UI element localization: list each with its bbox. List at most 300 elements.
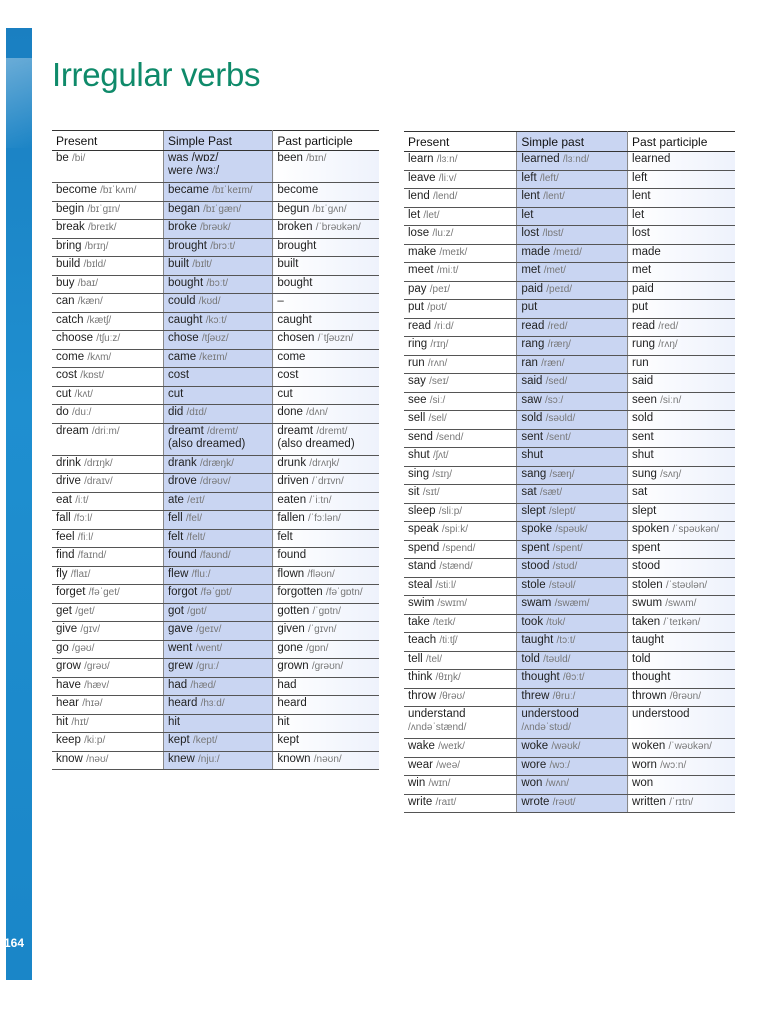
simple-past-cell bbox=[517, 318, 628, 337]
past-participle-cell bbox=[273, 220, 379, 239]
page-title: Irregular verbs bbox=[52, 56, 261, 93]
past-participle-cell bbox=[273, 349, 379, 368]
present-cell bbox=[52, 529, 163, 548]
phonetic-transcription: /miːt/ bbox=[436, 265, 459, 276]
verb-form: let bbox=[408, 208, 421, 221]
past-participle-cell bbox=[273, 183, 379, 202]
verb-form: learned bbox=[521, 153, 560, 165]
verb-form: became bbox=[167, 184, 209, 196]
verb-form: stolen bbox=[632, 578, 663, 591]
phonetic-transcription: /stiːl/ bbox=[435, 579, 457, 591]
verb-form: dreamt bbox=[277, 424, 314, 437]
phonetic-transcription: /kæn/ bbox=[77, 296, 103, 307]
past-participle-cell bbox=[273, 151, 379, 183]
verb-form: flew bbox=[167, 567, 189, 580]
table-header-row bbox=[52, 131, 379, 151]
simple-past-cell bbox=[517, 776, 628, 795]
verb-form: felt bbox=[277, 530, 293, 543]
verb-form: cost bbox=[56, 369, 78, 381]
past-participle-cell bbox=[628, 429, 735, 448]
table-row bbox=[52, 677, 379, 696]
verb-form: drive bbox=[56, 475, 81, 487]
phonetic-transcription: /bi/ bbox=[72, 153, 86, 164]
verb-form: stood bbox=[632, 560, 661, 572]
present-cell bbox=[404, 244, 517, 263]
verb-form: woken bbox=[632, 740, 666, 752]
header-past-participle: Past participle bbox=[628, 132, 735, 152]
phonetic-transcription: /ˈstəʊlən/ bbox=[665, 579, 708, 591]
present-cell bbox=[404, 226, 517, 245]
verb-form: lent bbox=[632, 190, 651, 202]
present-cell bbox=[404, 707, 517, 739]
present-cell bbox=[404, 170, 517, 189]
verb-form: stole bbox=[521, 578, 546, 591]
verb-form: thrown bbox=[632, 689, 667, 702]
simple-past-cell bbox=[517, 263, 628, 282]
present-cell bbox=[52, 294, 163, 313]
phonetic-transcription: /hæd/ bbox=[190, 679, 216, 691]
table-row bbox=[404, 355, 735, 374]
table-row bbox=[52, 492, 379, 511]
phonetic-transcription: /sel/ bbox=[428, 413, 447, 424]
past-participle-cell bbox=[273, 548, 379, 567]
table-row bbox=[404, 688, 735, 707]
simple-past-cell bbox=[163, 585, 272, 604]
simple-past-cell bbox=[163, 659, 272, 678]
present-cell bbox=[52, 312, 163, 331]
verb-form: paid bbox=[521, 282, 544, 295]
phonetic-transcription: /bɪˈgæn/ bbox=[203, 203, 242, 215]
verb-form: sat bbox=[521, 486, 537, 498]
verb-form: got bbox=[167, 604, 184, 617]
phonetic-transcription: /səʊld/ bbox=[545, 413, 576, 424]
table-row bbox=[404, 411, 735, 430]
past-participle-cell bbox=[273, 585, 379, 604]
simple-past-cell bbox=[163, 548, 272, 567]
verb-form: wore bbox=[521, 758, 547, 771]
verb-form: cut bbox=[277, 387, 293, 400]
phonetic-transcription: /luːz/ bbox=[432, 228, 454, 239]
header-simple-past: Simple Past bbox=[163, 131, 272, 151]
phonetic-transcription: /sʌŋ/ bbox=[660, 468, 682, 480]
past-participle-cell bbox=[273, 238, 379, 257]
past-participle-cell bbox=[628, 522, 735, 541]
verb-form: bought bbox=[167, 276, 204, 289]
phonetic-transcription: /sent/ bbox=[546, 431, 571, 443]
phonetic-transcription: /lɒst/ bbox=[542, 228, 564, 239]
phonetic-transcription: /lɜːnd/ bbox=[562, 154, 590, 165]
simple-past-cell bbox=[163, 529, 272, 548]
phonetic-transcription: /seɪ/ bbox=[429, 376, 449, 387]
present-cell bbox=[52, 548, 163, 567]
verb-form: rang bbox=[521, 338, 545, 350]
simple-past-cell bbox=[517, 794, 628, 813]
present-cell bbox=[404, 757, 517, 776]
verb-form: swam bbox=[521, 597, 552, 609]
past-participle-cell bbox=[273, 622, 379, 641]
phonetic-transcription: /slept/ bbox=[548, 505, 576, 517]
phonetic-transcription: /siː/ bbox=[429, 394, 446, 406]
verb-form: let bbox=[632, 208, 645, 221]
simple-past-cell bbox=[163, 455, 272, 474]
verb-form: break bbox=[56, 221, 85, 233]
phonetic-transcription: /duː/ bbox=[72, 407, 92, 418]
table-row bbox=[404, 318, 735, 337]
verb-form: know bbox=[56, 752, 83, 765]
phonetic-transcription: /gruː/ bbox=[196, 661, 219, 672]
verb-form: went bbox=[167, 641, 193, 654]
past-participle-cell bbox=[628, 170, 735, 189]
verb-form: begin bbox=[56, 202, 85, 215]
phonetic-transcription: /drəʊv/ bbox=[199, 476, 231, 487]
verb-form: knew bbox=[167, 752, 195, 765]
verb-form: catch bbox=[56, 313, 84, 326]
past-participle-cell bbox=[628, 448, 735, 467]
table-row bbox=[404, 596, 735, 615]
verb-form: grow bbox=[56, 660, 81, 672]
past-participle-cell bbox=[628, 596, 735, 615]
phonetic-transcription: /bɪld/ bbox=[83, 259, 106, 270]
verb-form: had bbox=[167, 678, 188, 691]
irregular-verbs-table-right bbox=[404, 131, 735, 813]
present-cell bbox=[404, 688, 517, 707]
table-row bbox=[52, 696, 379, 715]
verb-form: cost bbox=[277, 369, 299, 381]
verb-form: known bbox=[277, 752, 311, 765]
phonetic-transcription: /baɪ/ bbox=[77, 277, 98, 289]
header-past-participle: Past participle bbox=[273, 131, 379, 151]
verb-form: find bbox=[56, 549, 75, 561]
table-row bbox=[52, 423, 379, 455]
present-cell bbox=[52, 238, 163, 257]
verb-form: – bbox=[277, 295, 284, 307]
past-participle-cell bbox=[273, 603, 379, 622]
table-row bbox=[52, 603, 379, 622]
verb-form: felt bbox=[167, 530, 184, 543]
past-participle-cell bbox=[273, 405, 379, 424]
simple-past-cell bbox=[163, 257, 272, 276]
phonetic-transcription: /tʃəʊz/ bbox=[201, 333, 229, 344]
phonetic-transcription: /ˈfɔːlən/ bbox=[308, 513, 341, 524]
phonetic-transcription: /wʌn/ bbox=[545, 778, 569, 789]
verb-form: speak bbox=[408, 523, 439, 535]
past-participle-cell bbox=[273, 529, 379, 548]
phonetic-transcription: /sed/ bbox=[545, 376, 568, 387]
table-row bbox=[52, 151, 379, 183]
phonetic-transcription: /bɪˈkʌm/ bbox=[100, 185, 137, 196]
verb-form: came bbox=[167, 350, 197, 363]
phonetic-transcription: /stʊd/ bbox=[552, 561, 578, 572]
simple-past-cell bbox=[163, 696, 272, 715]
phonetic-transcription: /fiːl/ bbox=[77, 531, 94, 543]
phonetic-transcription: /bɪˈkeɪm/ bbox=[212, 185, 253, 196]
phonetic-transcription: /red/ bbox=[547, 320, 568, 332]
verb-form: leave bbox=[408, 171, 436, 184]
past-participle-cell bbox=[628, 466, 735, 485]
phonetic-transcription: /went/ bbox=[195, 642, 223, 654]
phonetic-transcription: /ˈteɪkən/ bbox=[663, 616, 701, 628]
verb-form: brought bbox=[277, 239, 317, 252]
phonetic-transcription: /felt/ bbox=[186, 531, 206, 543]
verb-form: given bbox=[277, 623, 305, 635]
simple-past-cell bbox=[517, 466, 628, 485]
verb-form: sing bbox=[408, 467, 430, 480]
phonetic-transcription: /ˈgɪvn/ bbox=[308, 624, 337, 635]
verb-form: thought bbox=[521, 671, 560, 683]
phonetic-transcription: /spend/ bbox=[442, 542, 476, 554]
phonetic-transcription: /dremt/ bbox=[316, 425, 348, 437]
verb-form: begun bbox=[277, 202, 310, 215]
verb-form: drank bbox=[167, 456, 197, 469]
past-participle-cell bbox=[273, 640, 379, 659]
verb-form: found bbox=[167, 549, 197, 561]
verb-form: swum bbox=[632, 597, 663, 609]
present-cell bbox=[404, 466, 517, 485]
phonetic-transcription: /ˈdrɪvn/ bbox=[311, 476, 344, 487]
verb-form: slept bbox=[521, 504, 546, 517]
phonetic-transcription: /sɪt/ bbox=[422, 487, 440, 498]
table-body-right bbox=[404, 152, 735, 813]
phonetic-transcription: /iːt/ bbox=[75, 494, 89, 506]
verb-form: caught bbox=[167, 313, 203, 326]
phonetic-transcription: /stænd/ bbox=[439, 561, 473, 572]
phonetic-transcription: /rɪŋ/ bbox=[430, 339, 449, 350]
simple-past-cell bbox=[163, 622, 272, 641]
verb-form: lose bbox=[408, 227, 430, 239]
table-row bbox=[52, 455, 379, 474]
verb-form: fly bbox=[56, 567, 68, 580]
past-participle-cell bbox=[628, 559, 735, 578]
simple-past-cell bbox=[517, 189, 628, 208]
table-row bbox=[404, 263, 735, 282]
phonetic-transcription: /bɔːt/ bbox=[206, 277, 229, 289]
verb-form: sent bbox=[521, 430, 544, 443]
simple-past-cell bbox=[517, 226, 628, 245]
verb-form: met bbox=[632, 264, 652, 276]
verb-form: forgotten bbox=[277, 586, 323, 598]
phonetic-transcription: /θrəʊn/ bbox=[669, 690, 702, 702]
phonetic-transcription: /ˈiːtn/ bbox=[309, 494, 332, 506]
table-row bbox=[404, 577, 735, 596]
verb-form: written bbox=[632, 795, 666, 808]
phonetic-transcription: /siːn/ bbox=[660, 394, 682, 406]
verb-form: done bbox=[277, 406, 303, 418]
present-cell bbox=[404, 207, 517, 226]
table-row bbox=[404, 633, 735, 652]
verb-form: sang bbox=[521, 467, 547, 480]
table-row bbox=[404, 670, 735, 689]
present-cell bbox=[404, 337, 517, 356]
phonetic-transcription: /wəʊk/ bbox=[551, 741, 581, 752]
phonetic-transcription: /send/ bbox=[436, 431, 464, 443]
verb-form: throw bbox=[408, 689, 437, 702]
verb-form: taken bbox=[632, 615, 661, 628]
extra-line: /ʌndəˈstænd/ bbox=[408, 722, 467, 733]
phonetic-transcription: /rʌn/ bbox=[427, 357, 448, 369]
verb-form: read bbox=[408, 319, 432, 332]
header-present: Present bbox=[52, 131, 163, 151]
simple-past-cell bbox=[163, 331, 272, 350]
past-participle-cell bbox=[273, 331, 379, 350]
table-row bbox=[404, 794, 735, 813]
past-participle-cell bbox=[628, 281, 735, 300]
verb-form: put bbox=[408, 301, 424, 313]
past-participle-cell bbox=[628, 485, 735, 504]
verb-form: cut bbox=[167, 387, 184, 400]
phonetic-transcription: /bɪˈgʌn/ bbox=[312, 203, 347, 215]
table-row bbox=[404, 337, 735, 356]
left-color-bar bbox=[6, 28, 32, 980]
verb-form: become bbox=[277, 184, 319, 196]
present-cell bbox=[404, 794, 517, 813]
table-row bbox=[52, 622, 379, 641]
verb-form: hear bbox=[56, 697, 80, 709]
phonetic-transcription: /ˈwəʊkən/ bbox=[668, 741, 712, 752]
table-row bbox=[52, 405, 379, 424]
phonetic-transcription: /sɪŋ/ bbox=[432, 468, 452, 480]
present-cell bbox=[404, 596, 517, 615]
verb-form: buy bbox=[56, 276, 75, 289]
verb-form: grew bbox=[167, 660, 193, 672]
phonetic-transcription: /hɪə/ bbox=[82, 698, 103, 709]
present-cell bbox=[52, 714, 163, 733]
present-cell bbox=[52, 622, 163, 641]
table-row bbox=[404, 207, 735, 226]
phonetic-transcription: /spent/ bbox=[552, 542, 583, 554]
simple-past-cell bbox=[163, 201, 272, 220]
verb-form: sleep bbox=[408, 504, 436, 517]
verb-form: sat bbox=[632, 486, 648, 498]
simple-past-cell bbox=[517, 411, 628, 430]
verb-form: wake bbox=[408, 740, 435, 752]
verb-form: can bbox=[56, 295, 75, 307]
phonetic-transcription: /bɪlt/ bbox=[192, 259, 212, 270]
phonetic-transcription: /meɪk/ bbox=[439, 246, 468, 258]
verb-form: fall bbox=[56, 512, 71, 524]
phonetic-transcription: /dremt/ bbox=[206, 425, 239, 437]
past-participle-cell bbox=[273, 275, 379, 294]
phonetic-transcription: /sæt/ bbox=[539, 487, 563, 498]
verb-form: read bbox=[521, 319, 545, 332]
simple-past-cell bbox=[517, 152, 628, 171]
verb-form: caught bbox=[277, 313, 312, 326]
verb-form: thought bbox=[632, 671, 671, 683]
phonetic-transcription: /hæv/ bbox=[84, 679, 110, 691]
past-participle-cell bbox=[628, 244, 735, 263]
present-cell bbox=[404, 670, 517, 689]
phonetic-transcription: /bɪn/ bbox=[306, 153, 327, 164]
table-row bbox=[52, 585, 379, 604]
phonetic-transcription: /ˈgɒtn/ bbox=[312, 605, 341, 617]
verb-form: come bbox=[277, 350, 306, 363]
simple-past-cell bbox=[163, 294, 272, 313]
past-participle-cell bbox=[628, 651, 735, 670]
present-cell bbox=[52, 455, 163, 474]
past-participle-cell bbox=[273, 312, 379, 331]
present-cell bbox=[52, 603, 163, 622]
verb-form: wear bbox=[408, 758, 433, 771]
simple-past-cell bbox=[163, 474, 272, 493]
present-cell bbox=[52, 511, 163, 530]
past-participle-cell bbox=[273, 566, 379, 585]
phonetic-transcription: /riːd/ bbox=[434, 320, 454, 332]
verb-form: fell bbox=[167, 512, 183, 524]
phonetic-transcription: /wɔːn/ bbox=[660, 759, 687, 771]
simple-past-cell bbox=[517, 448, 628, 467]
verb-form: threw bbox=[521, 689, 550, 702]
present-cell bbox=[52, 368, 163, 387]
verb-form: write bbox=[408, 795, 433, 808]
phonetic-transcription: /kʌm/ bbox=[87, 351, 112, 363]
phonetic-transcription: /rəʊt/ bbox=[552, 796, 576, 808]
phonetic-transcription: /met/ bbox=[543, 265, 566, 276]
verb-form: kept bbox=[167, 734, 190, 746]
simple-past-cell bbox=[163, 368, 272, 387]
phonetic-transcription: /flaɪ/ bbox=[70, 568, 91, 580]
verb-form: meet bbox=[408, 264, 434, 276]
simple-past-cell bbox=[517, 429, 628, 448]
table-row bbox=[52, 714, 379, 733]
past-participle-cell bbox=[273, 423, 379, 455]
table-row bbox=[404, 522, 735, 541]
verb-form: began bbox=[167, 202, 200, 215]
extra-line: /ʌndəˈstʊd/ bbox=[521, 722, 571, 733]
extra-line: were /wɜː/ bbox=[167, 165, 220, 177]
simple-past-cell bbox=[517, 207, 628, 226]
phonetic-transcription: /dʌn/ bbox=[306, 407, 328, 418]
verb-form: stood bbox=[521, 560, 550, 572]
past-participle-cell bbox=[628, 337, 735, 356]
simple-past-cell bbox=[517, 337, 628, 356]
phonetic-transcription: /ˈrɪtn/ bbox=[669, 796, 694, 808]
past-participle-cell bbox=[628, 411, 735, 430]
verb-form: put bbox=[521, 301, 538, 313]
table-row bbox=[404, 651, 735, 670]
phonetic-transcription: /gəʊ/ bbox=[72, 642, 95, 654]
table-row bbox=[52, 529, 379, 548]
phonetic-transcription: /pʊt/ bbox=[427, 302, 447, 313]
phonetic-transcription: /spiːk/ bbox=[441, 524, 469, 535]
verb-form: worn bbox=[632, 758, 657, 771]
verb-form: gotten bbox=[277, 604, 310, 617]
table-row bbox=[404, 485, 735, 504]
verb-form: did bbox=[167, 406, 184, 418]
present-cell bbox=[52, 566, 163, 585]
simple-past-cell bbox=[517, 300, 628, 319]
past-participle-cell bbox=[273, 474, 379, 493]
phonetic-transcription: /fəˈgɒtn/ bbox=[325, 587, 363, 598]
phonetic-transcription: /raɪt/ bbox=[435, 796, 457, 808]
verb-form: hit bbox=[167, 715, 181, 728]
present-cell bbox=[52, 349, 163, 368]
phonetic-transcription: /təʊld/ bbox=[543, 653, 571, 665]
past-participle-cell bbox=[628, 300, 735, 319]
past-participle-cell bbox=[628, 540, 735, 559]
past-participle-cell bbox=[273, 733, 379, 752]
phonetic-transcription: /brɪŋ/ bbox=[84, 240, 109, 252]
verb-form: drove bbox=[167, 475, 197, 487]
table-row bbox=[52, 548, 379, 567]
verb-form: told bbox=[632, 652, 651, 665]
present-cell bbox=[404, 651, 517, 670]
verb-form: give bbox=[56, 623, 78, 635]
simple-past-cell bbox=[517, 614, 628, 633]
past-participle-cell bbox=[273, 201, 379, 220]
simple-past-cell bbox=[517, 281, 628, 300]
present-cell bbox=[52, 423, 163, 455]
verb-form: heard bbox=[277, 697, 307, 709]
verb-form: learned bbox=[632, 153, 671, 165]
